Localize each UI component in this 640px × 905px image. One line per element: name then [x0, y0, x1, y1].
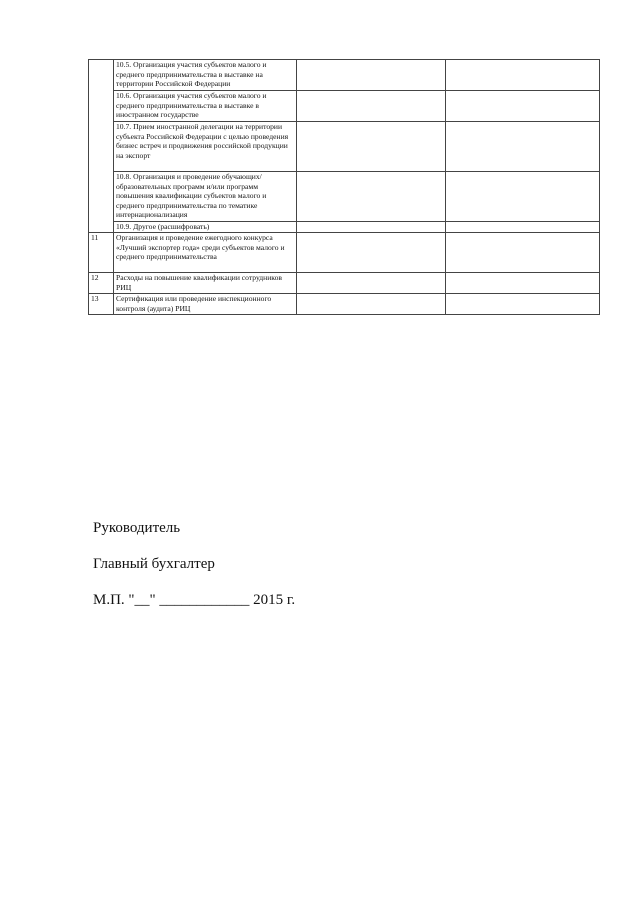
row-value-cell: [297, 172, 446, 222]
row-value-cell: [446, 294, 600, 315]
row-value-cell: [297, 273, 446, 294]
report-table: [88, 59, 600, 315]
row-name-cell: Сертификация или проведение инспекционного контроля (аудита) РИЦ: [114, 294, 297, 315]
row-name-cell: 10.7. Прием иностранной делегации на территории субъекта Российской Федерации с целью проведения бизнес встреч и продвижения российской продукции на экспорт: [114, 122, 297, 172]
row-value-cell: [446, 222, 600, 233]
table-row: [89, 222, 600, 233]
table-row: [89, 294, 600, 315]
row-value-cell: [297, 233, 446, 273]
table-row: [89, 91, 600, 122]
table-row: [89, 60, 600, 91]
row-value-cell: [446, 122, 600, 172]
table-row: [89, 233, 600, 273]
row-value-cell: [297, 294, 446, 315]
row-name-cell: 10.5. Организация участия субъектов малого и среднего предпринимательства в выставке на территории Российской Федерации: [114, 60, 297, 91]
row-value-cell: [446, 91, 600, 122]
row-name-cell: 10.9. Другое (расшифровать): [114, 222, 297, 233]
head-signature-label: Руководитель: [93, 520, 181, 536]
row-value-cell: [446, 233, 600, 273]
table-row: [89, 172, 600, 222]
row-value-cell: [297, 222, 446, 233]
row-name-cell: Расходы на повышение квалификации сотрудников РИЦ: [114, 273, 297, 294]
row-number-cell: 12: [89, 273, 114, 294]
row-name-cell: Организация и проведение ежегодного конкурса «Лучший экспортер года» среди субъектов малого и среднего предпринимательства: [114, 233, 297, 273]
row-value-cell: [297, 60, 446, 91]
row-value-cell: [446, 172, 600, 222]
table-row: [89, 122, 600, 172]
stamp-date-line: М.П. "__" ____________ 2015 г.: [93, 592, 296, 608]
row-name-cell: 10.6. Организация участия субъектов малого и среднего предпринимательства в выставке в иностранном государстве: [114, 91, 297, 122]
accountant-signature-label: Главный бухгалтер: [93, 556, 215, 572]
row-value-cell: [297, 122, 446, 172]
row-number-cell: 13: [89, 294, 114, 315]
row-number-cell: [89, 60, 114, 233]
row-value-cell: [446, 60, 600, 91]
row-number-cell: 11: [89, 233, 114, 273]
row-name-cell: 10.8. Организация и проведение обучающих/образовательных программ и/или программ повышения квалификации субъектов малого и среднего предпринимательства по тематике интернационализация: [114, 172, 297, 222]
row-value-cell: [446, 273, 600, 294]
table-row: [89, 273, 600, 294]
row-value-cell: [297, 91, 446, 122]
